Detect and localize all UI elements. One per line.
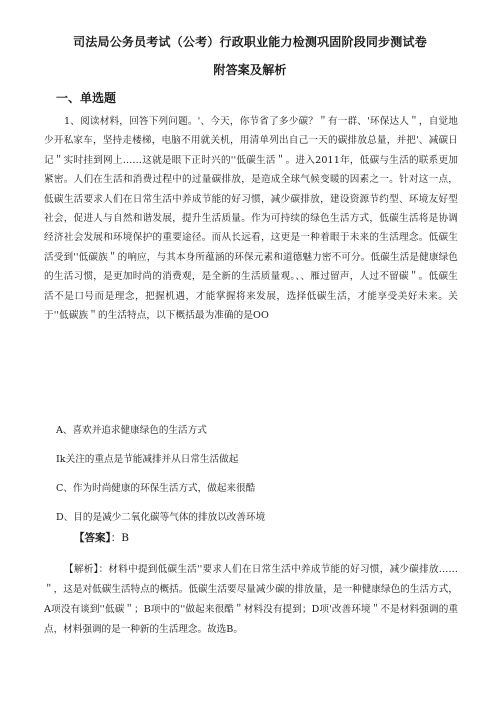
option-b: Ik关注的重点是节能减排并从日常生活做起 (56, 454, 239, 465)
question-text: 1、阅读材料，回答下列问题。'、今天，你节省了多少碳？＂有一群、'环保达人＂，自觉地少开私家车，坚持走楼梯，电脑不用就关机，用清单列出自己一天的碳排放总量，并把'、减碳日记＂实时挂到网上……这就是眼下正时兴的''低碳生活＂。进入2011年，低碳与生活的联系更加紧密。人们在生活和消费过程中的过量碳排放，是造成全球气候变暖的因素之一。针对这一点，低碳生活要求人们在日常生活中养成节能的好习惯，减少碳排放，建设资源节约型、环境友好型社会，促进人与自然和谐发展，提升生活质量。作为可持续的绿色生活方式，低碳生活将是协调经济社会发展和环境保护的重要途径。而从长远看，这更是一种着眼于未来的生活理念。低碳生活受到''低碳族＂的响应，与其本身所蕴涵的环保元素和道德魅力密不可分。低碳生活是健康绿色的生活习惯，是更加时尚的消费观，是全新的生活质量观。、、雁过留声，人过不留碳＂。低碳生活不是口号而是理念，把握机遇，才能掌握将来发展，选择低碳生活，才能享受美好未来。关于''低碳族＂的生活特点，以下概括最为准确的是OO (44, 116, 458, 322)
document-title: 司法局公务员考试（公考）行政职业能力检测巩固阶段同步测试卷 (73, 35, 427, 49)
option-a: A、喜欢并追求健康绿色的生活方式 (56, 425, 207, 436)
answer-value: ：B (110, 532, 129, 544)
option-d: D、目的是减少二氧化碳等气体的排放以改善环境 (56, 512, 266, 523)
option-list (56, 416, 265, 532)
analysis-text: 【解析】：材料中提到低碳生活''要求人们在日常生活中养成节能的好习惯，减少碳排放……＂，这是对低碳生活特点的概括。低碳生活要尽量减少碳的排放量，是一种健康绿色的生活方式，A项没有谈到''低碳＂；B项中的''做起来很酷＂材料没有提到；D项'改善环境＂不是材料强调的重点，材料强调的是一种新的生活理念。故选B。 (44, 564, 458, 635)
section-heading: 一、单选题 (56, 91, 117, 105)
document-subtitle: 附答案及解析 (213, 63, 287, 77)
answer-label: 【答案】 (74, 532, 111, 544)
answer-line (74, 530, 129, 546)
option-c: C、作为时尚健康的环保生活方式，做起来很酷 (56, 483, 256, 494)
